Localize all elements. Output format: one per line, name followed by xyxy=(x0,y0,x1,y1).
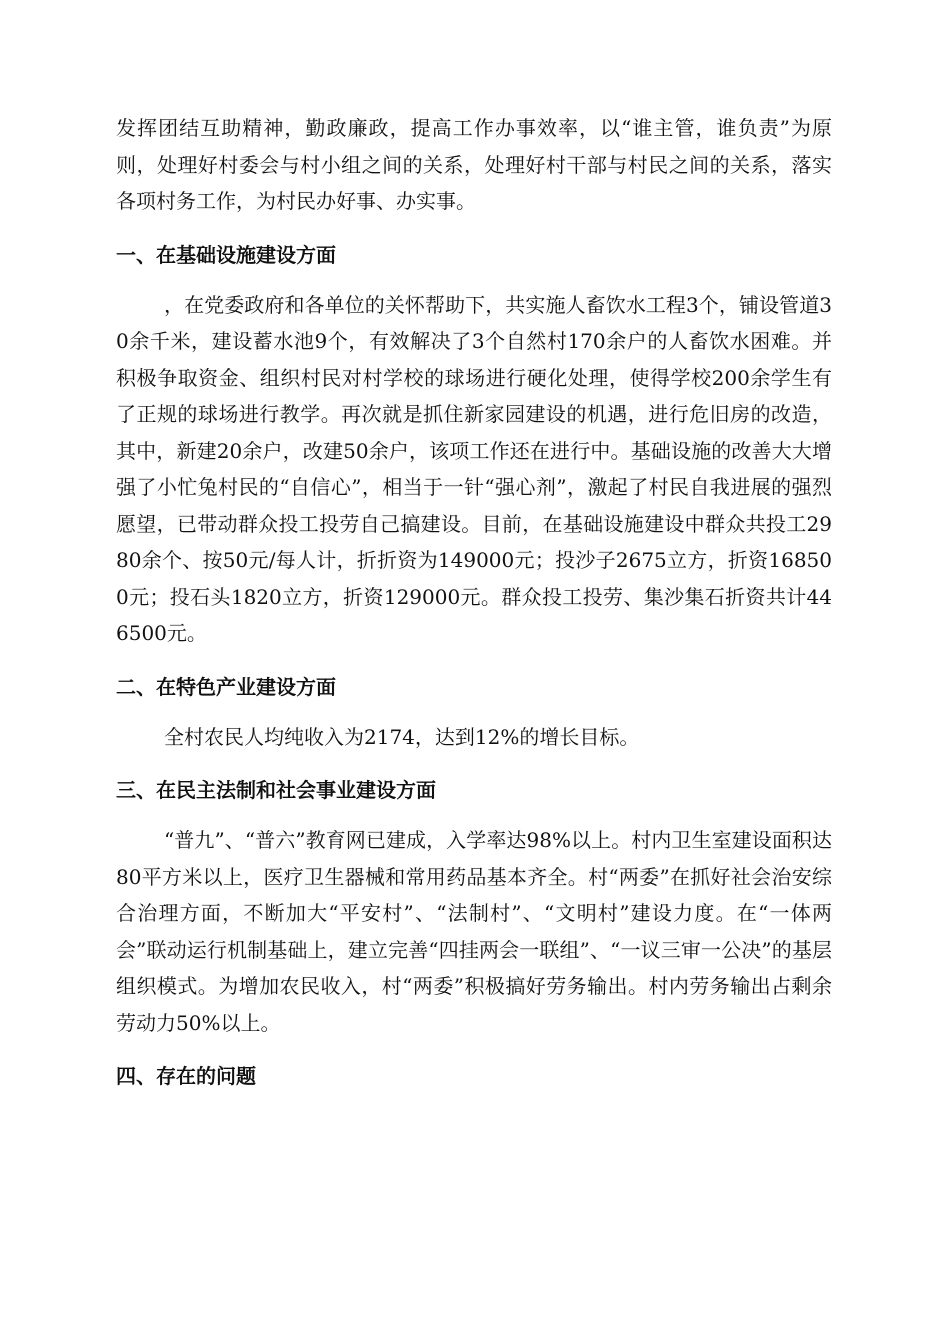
section-heading-industry: 二、在特色产业建设方面 xyxy=(116,674,336,699)
section-heading-infrastructure: 一、在基础设施建设方面 xyxy=(116,242,336,267)
section-body-infrastructure: ，在党委政府和各单位的关怀帮助下，共实施人畜饮水工程3个，铺设管道30余千米，建设蓄水池9个，有效解决了3个自然村170余户的人畜饮水困难。并积极争取资金、组织村民对村学校的球场进行硬化处理，使得学校200余学生有了正规的球场进行教学。再次就是抓住新家园建设的机遇，进行危旧房的改造，其中，新建20余户，改建50余户，该项工作还在进行中。基础设施的改善大大增强了小忙兔村民的“自信心”，相当于一针“强心剂”，激起了村民自我进展的强烈愿望，已带动群众投工投劳自己搞建设。目前，在基础设施建设中群众共投工2980余个、按50元/每人计，折折资为149000元；投沙子2675立方，折资168500元；投石头1820立方，折资129000元。群众投工投劳、集沙集石折资共计446500元。 xyxy=(116,292,832,645)
section-heading-problems: 四、存在的问题 xyxy=(116,1064,256,1088)
document-page xyxy=(116,110,832,1094)
section-body-industry: 全村农民人均纯收入为2174，达到12%的增长目标。 xyxy=(164,724,640,749)
section-body-democracy: “普九”、“普六”教育网已建成，入学率达98%以上。村内卫生室建设面积达80平方米以上，医疗卫生器械和常用药品基本齐全。村“两委”在抓好社会治安综合治理方面，不断加大“平安村”、“法制村”、“文明村”建设力度。在“一体两会”联动运行机制基础上，建立完善“四挂两会一联组”、“一议三审一公决”的基层组织模式。为增加农民收入，村“两委”积极搞好劳务输出。村内劳务输出占剩余劳动力50%以上。 xyxy=(116,828,832,1035)
intro-paragraph: 发挥团结互助精神，勤政廉政，提高工作办事效率，以“谁主管，谁负责”为原则，处理好村委会与村小组之间的关系，处理好村干部与村民之间的关系，落实各项村务工作，为村民办好事、办实事。 xyxy=(116,116,832,213)
section-heading-democracy: 三、在民主法制和社会事业建设方面 xyxy=(116,778,436,802)
